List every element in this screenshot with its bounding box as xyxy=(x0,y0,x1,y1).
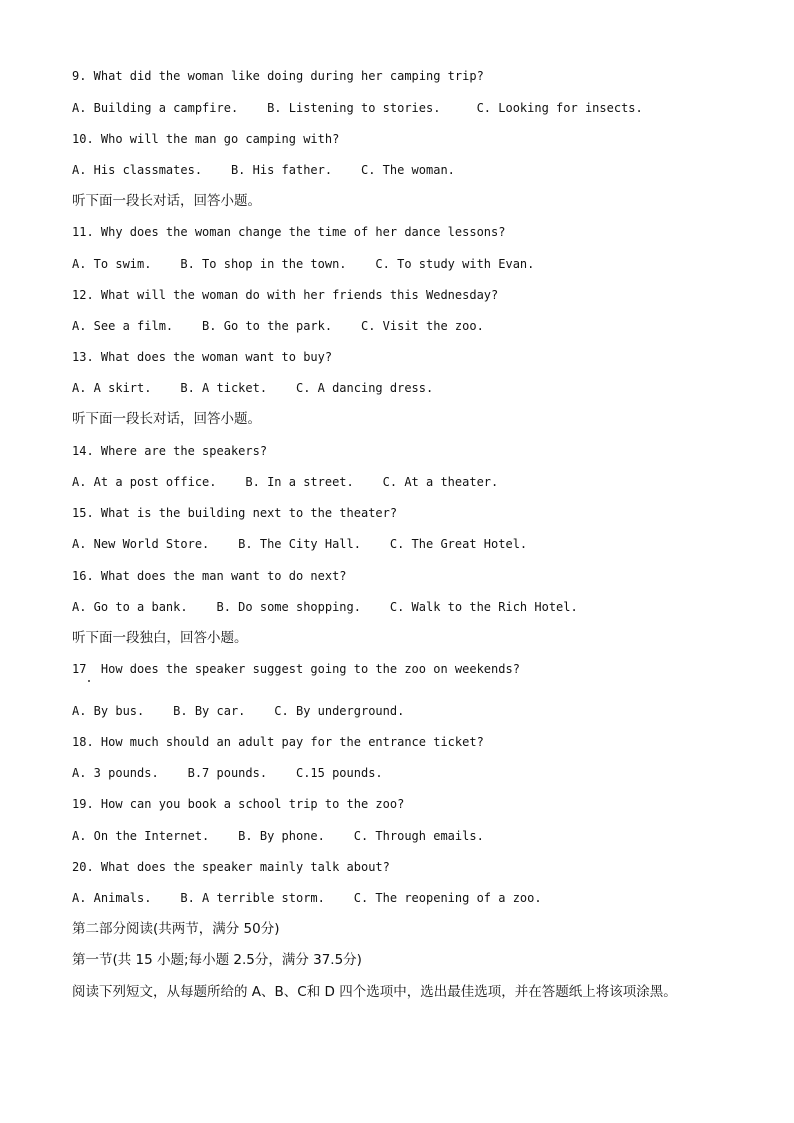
section-instruction-1: 听下面一段长对话，回答小题。 xyxy=(72,193,261,209)
options-10: A. His classmates. B. His father. C. The woman. xyxy=(72,163,455,177)
part-two-heading: 第二部分阅读(共两节，满分 50分) xyxy=(72,921,280,937)
section-instruction-3: 听下面一段独白，回答小题。 xyxy=(72,630,248,646)
question-18: 18. How much should an adult pay for the entrance ticket? xyxy=(72,735,484,749)
options-19: A. On the Internet. B. By phone. C. Through emails. xyxy=(72,829,484,843)
question-20: 20. What does the speaker mainly talk about? xyxy=(72,860,390,874)
stray-dot-mark xyxy=(88,680,90,682)
question-12: 12. What will the woman do with her friends this Wednesday? xyxy=(72,288,499,302)
reading-instructions: 阅读下列短文，从每题所给的 A、B、C和 D 四个选项中，选出最佳选项，并在答题纸上将该项涂黑。 xyxy=(72,984,677,1000)
question-13: 13. What does the woman want to buy? xyxy=(72,350,333,364)
question-11: 11. Why does the woman change the time of her dance lessons? xyxy=(72,225,506,239)
options-18: A. 3 pounds. B.7 pounds. C.15 pounds. xyxy=(72,766,383,780)
options-13: A. A skirt. B. A ticket. C. A dancing dress. xyxy=(72,381,434,395)
options-11: A. To swim. B. To shop in the town. C. To study with Evan. xyxy=(72,257,535,271)
section-instruction-2: 听下面一段长对话，回答小题。 xyxy=(72,411,261,427)
question-9: 9. What did the woman like doing during her camping trip? xyxy=(72,69,484,83)
options-14: A. At a post office. B. In a street. C. At a theater. xyxy=(72,475,499,489)
section-one-heading: 第一节(共 15 小题;每小题 2.5分，满分 37.5分) xyxy=(72,952,362,968)
question-10: 10. Who will the man go camping with? xyxy=(72,132,340,146)
options-17: A. By bus. B. By car. C. By underground. xyxy=(72,704,405,718)
options-15: A. New World Store. B. The City Hall. C. The Great Hotel. xyxy=(72,537,528,551)
question-14: 14. Where are the speakers? xyxy=(72,444,268,458)
question-19: 19. How can you book a school trip to the zoo? xyxy=(72,797,405,811)
question-15: 15. What is the building next to the theater? xyxy=(72,506,398,520)
question-17: 17 How does the speaker suggest going to the zoo on weekends? xyxy=(72,662,520,676)
options-12: A. See a film. B. Go to the park. C. Visit the zoo. xyxy=(72,319,484,333)
question-16: 16. What does the man want to do next? xyxy=(72,569,347,583)
options-20: A. Animals. B. A terrible storm. C. The reopening of a zoo. xyxy=(72,891,542,905)
options-16: A. Go to a bank. B. Do some shopping. C. Walk to the Rich Hotel. xyxy=(72,600,578,614)
options-9: A. Building a campfire. B. Listening to stories. C. Looking for insects. xyxy=(72,101,643,115)
